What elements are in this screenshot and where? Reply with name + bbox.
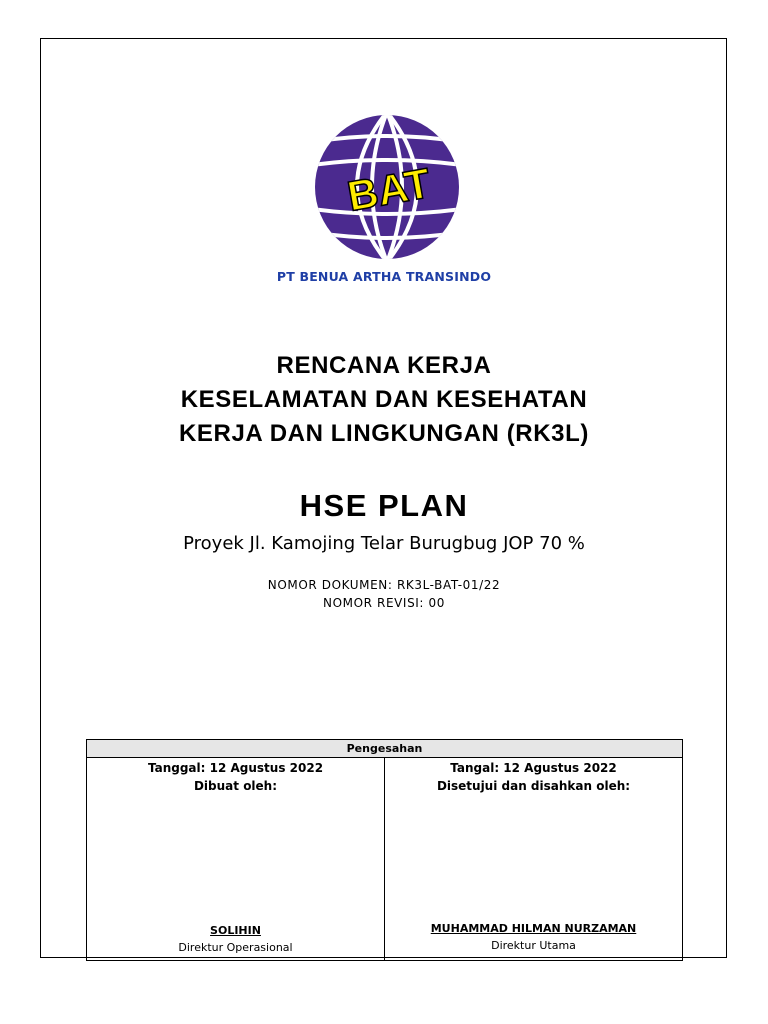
- revision-number: NOMOR REVISI: 00: [323, 596, 445, 610]
- approved-label: Disetujui dan disahkan oleh:: [436, 779, 631, 793]
- approved-signer-role: Direktur Utama: [491, 939, 576, 952]
- title-line-2: KESELAMATAN DAN KESEHATAN: [180, 386, 588, 413]
- document-title: [0, 349, 768, 451]
- approval-prepared-by: [87, 758, 385, 961]
- approval-header: Pengesahan: [87, 740, 682, 758]
- title-line-3: KERJA DAN LINGKUNGAN (RK3L): [179, 420, 589, 447]
- document-number: NOMOR DOKUMEN: RK3L-BAT-01/22: [267, 578, 501, 592]
- title-line-1: RENCANA KERJA: [276, 352, 492, 379]
- approval-approved-by: [385, 758, 682, 961]
- hse-plan-heading: HSE PLAN: [299, 488, 469, 523]
- approved-signer-name: MUHAMMAD HILMAN NURZAMAN: [430, 922, 637, 935]
- logo-text: BAT: [343, 159, 434, 220]
- company-logo: [312, 112, 462, 262]
- approval-columns: [87, 758, 682, 961]
- prepared-signer-name: SOLIHIN: [210, 924, 261, 937]
- company-name: PT BENUA ARTHA TRANSINDO: [276, 269, 492, 284]
- approved-date: Tangal: 12 Agustus 2022: [450, 761, 617, 775]
- approval-table: [86, 739, 683, 961]
- prepared-label: Dibuat oleh:: [193, 779, 278, 793]
- prepared-signer-role: Direktur Operasional: [178, 941, 293, 954]
- prepared-date: Tanggal: 12 Agustus 2022: [147, 761, 324, 775]
- project-name: Proyek Jl. Kamojing Telar Burugbug JOP 70 %: [183, 533, 585, 554]
